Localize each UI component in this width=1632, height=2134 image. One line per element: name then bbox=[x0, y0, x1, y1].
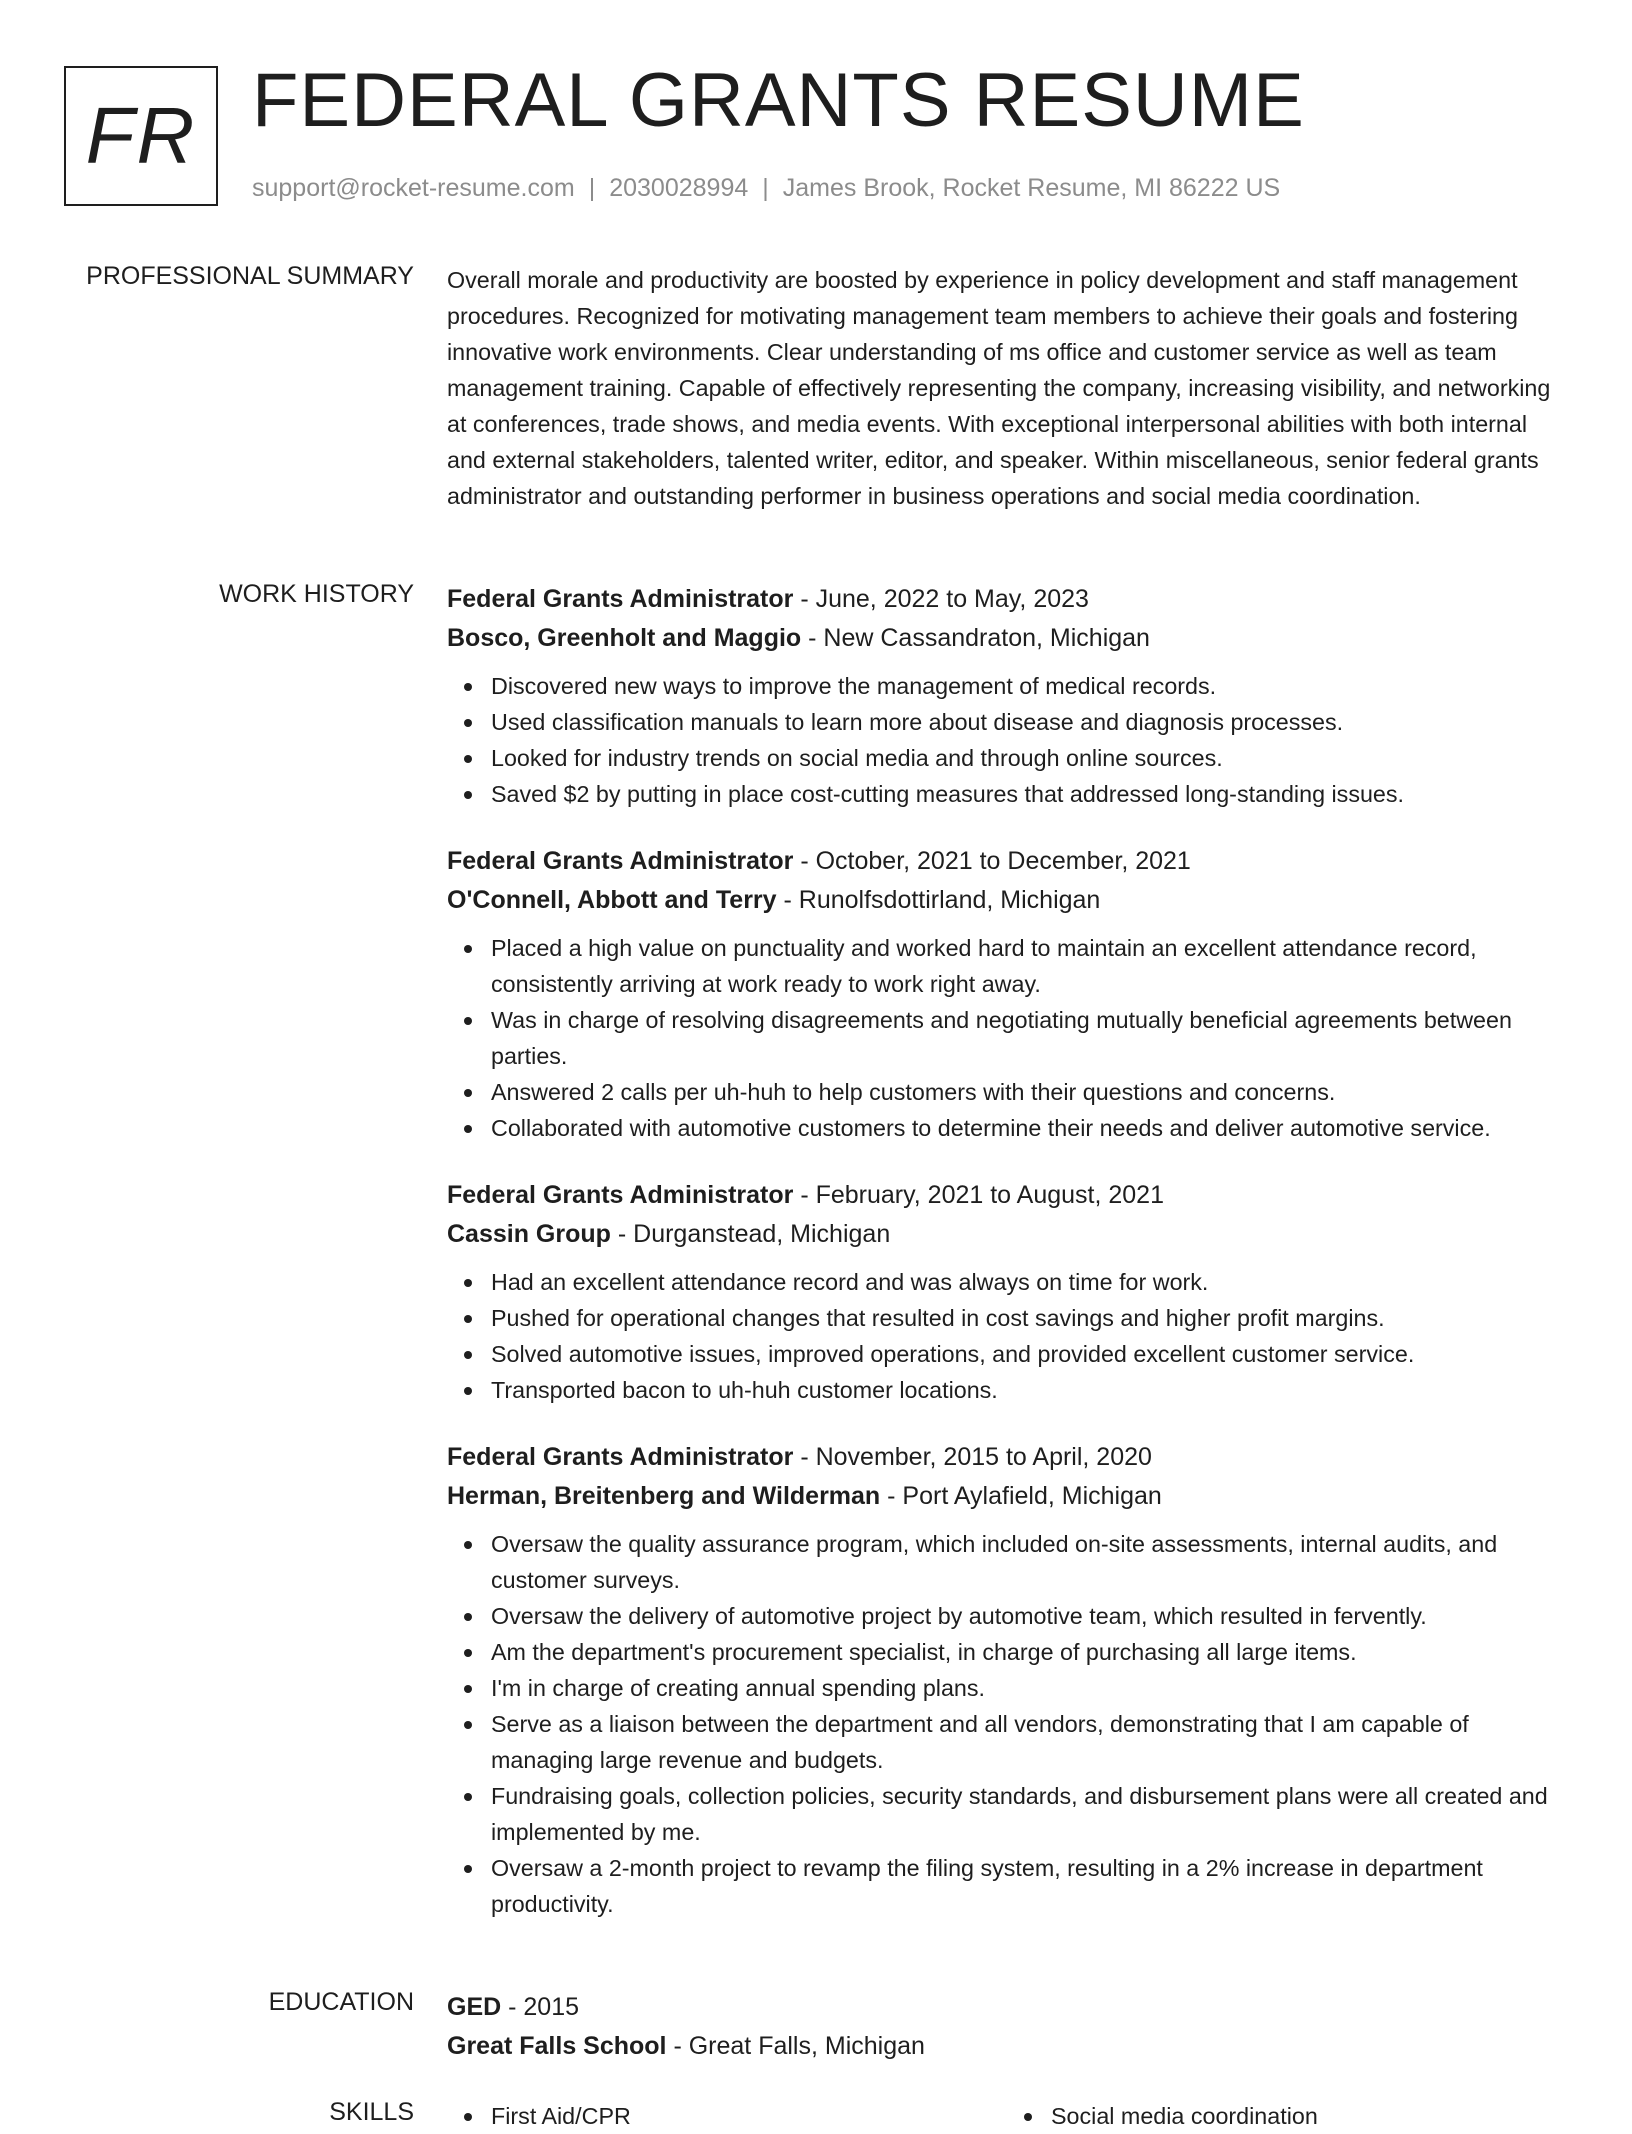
job-entry bbox=[447, 580, 1567, 812]
list-item: Was in charge of resolving disagreements and negotiating mutually beneficial agreements between parties. bbox=[491, 1002, 1567, 1074]
education-school: Great Falls School bbox=[447, 2032, 667, 2060]
list-item: Transported bacon to uh-huh customer locations. bbox=[491, 1372, 1567, 1408]
list-item: Placed a high value on punctuality and worked hard to maintain an excellent attendance record, consistently arriving at work ready to work right away. bbox=[491, 930, 1567, 1002]
job-company: Bosco, Greenholt and Maggio bbox=[447, 624, 802, 652]
job-dates: - February, 2021 to August, 2021 bbox=[793, 1181, 1164, 1209]
contact-line bbox=[252, 174, 1280, 203]
education-location: - Great Falls, Michigan bbox=[666, 2032, 925, 2060]
list-item: First Aid/CPR bbox=[491, 2098, 1007, 2134]
education-school-line bbox=[447, 2027, 1567, 2066]
skills-column bbox=[1007, 2098, 1567, 2134]
list-item: Serve as a liaison between the department and all vendors, demonstrating that I am capable of managing large revenue and budgets. bbox=[491, 1706, 1567, 1778]
job-title: Federal Grants Administrator bbox=[447, 1181, 794, 1209]
job-company-line bbox=[447, 1215, 1567, 1254]
section-label: EDUCATION bbox=[268, 1988, 414, 2016]
contact-separator: | bbox=[588, 174, 596, 202]
job-title-line bbox=[447, 1176, 1567, 1215]
page-title: FEDERAL GRANTS RESUME bbox=[252, 58, 1305, 143]
skills-column bbox=[447, 2098, 1007, 2134]
job-company-line bbox=[447, 1477, 1567, 1516]
job-entry bbox=[447, 1176, 1567, 1408]
job-dates: - November, 2015 to April, 2020 bbox=[793, 1443, 1152, 1471]
education-year: - 2015 bbox=[501, 1993, 580, 2021]
skills-list bbox=[447, 2098, 1007, 2134]
list-item: Pushed for operational changes that resulted in cost savings and higher profit margins. bbox=[491, 1300, 1567, 1336]
skills-list bbox=[1007, 2098, 1567, 2134]
job-bullets bbox=[447, 1526, 1567, 1922]
section-label: PROFESSIONAL SUMMARY bbox=[86, 262, 414, 290]
job-title: Federal Grants Administrator bbox=[447, 847, 794, 875]
contact-email[interactable]: support@rocket-resume.com bbox=[252, 174, 575, 202]
job-company-line bbox=[447, 619, 1567, 658]
job-entry bbox=[447, 1438, 1567, 1922]
summary-text: Overall morale and productivity are boosted by experience in policy development and staff management procedures. Recognized for motivating management team members to achieve their goals and fostering innovative work environments. Clear understanding of ms office and customer service as well as team management training. Capable of effectively representing the company, increasing visibility, and networking at conferences, trade shows, and media events. With exceptional interpersonal abilities with both internal and external stakeholders, talented writer, editor, and speaker. Within miscellaneous, senior federal grants administrator and outstanding performer in business operations and social media coordination. bbox=[447, 267, 1551, 509]
list-item: Am the department's procurement specialist, in charge of purchasing all large items. bbox=[491, 1634, 1567, 1670]
list-item: Oversaw a 2-month project to revamp the filing system, resulting in a 2% increase in department productivity. bbox=[491, 1850, 1567, 1922]
job-bullets bbox=[447, 668, 1567, 812]
list-item: Oversaw the delivery of automotive project by automotive team, which resulted in fervently. bbox=[491, 1598, 1567, 1634]
list-item: Answered 2 calls per uh-huh to help customers with their questions and concerns. bbox=[491, 1074, 1567, 1110]
list-item: Social media coordination bbox=[1051, 2098, 1567, 2134]
job-bullets bbox=[447, 930, 1567, 1146]
job-location: - New Cassandraton, Michigan bbox=[801, 624, 1150, 652]
job-title-line bbox=[447, 580, 1567, 619]
list-item: Saved $2 by putting in place cost-cutting measures that addressed long-standing issues. bbox=[491, 776, 1567, 812]
job-title-line bbox=[447, 1438, 1567, 1477]
contact-separator: | bbox=[762, 174, 769, 202]
job-title-line bbox=[447, 842, 1567, 881]
job-dates: - June, 2022 to May, 2023 bbox=[793, 585, 1089, 613]
job-company: Cassin Group bbox=[447, 1220, 611, 1248]
contact-address: James Brook, Rocket Resume, MI 86222 US bbox=[782, 174, 1281, 202]
job-company: O'Connell, Abbott and Terry bbox=[447, 886, 777, 914]
list-item: I'm in charge of creating annual spending plans. bbox=[491, 1670, 1567, 1706]
list-item: Fundraising goals, collection policies, security standards, and disbursement plans were all created and implemented by me. bbox=[491, 1778, 1567, 1850]
job-entry bbox=[447, 842, 1567, 1146]
list-item: Used classification manuals to learn more about disease and diagnosis processes. bbox=[491, 704, 1567, 740]
job-company-line bbox=[447, 881, 1567, 920]
skills-grid bbox=[447, 2098, 1567, 2134]
section-label: SKILLS bbox=[329, 2098, 414, 2126]
education-degree-line bbox=[447, 1988, 1567, 2027]
list-item: Discovered new ways to improve the management of medical records. bbox=[491, 668, 1567, 704]
education-degree: GED bbox=[447, 1993, 502, 2021]
list-item: Looked for industry trends on social media and through online sources. bbox=[491, 740, 1567, 776]
list-item: Oversaw the quality assurance program, which included on-site assessments, internal audits, and customer surveys. bbox=[491, 1526, 1567, 1598]
job-location: - Port Aylafield, Michigan bbox=[880, 1482, 1162, 1510]
job-dates: - October, 2021 to December, 2021 bbox=[793, 847, 1191, 875]
section-label: WORK HISTORY bbox=[219, 580, 414, 608]
job-location: - Durganstead, Michigan bbox=[610, 1220, 891, 1248]
job-company: Herman, Breitenberg and Wilderman bbox=[447, 1482, 881, 1510]
job-title: Federal Grants Administrator bbox=[447, 585, 794, 613]
list-item: Collaborated with automotive customers to determine their needs and deliver automotive service. bbox=[491, 1110, 1567, 1146]
job-bullets bbox=[447, 1264, 1567, 1408]
monogram-badge: FR bbox=[64, 66, 218, 206]
list-item: Solved automotive issues, improved operations, and provided excellent customer service. bbox=[491, 1336, 1567, 1372]
contact-phone: 2030028994 bbox=[609, 174, 749, 202]
job-title: Federal Grants Administrator bbox=[447, 1443, 794, 1471]
list-item: Had an excellent attendance record and was always on time for work. bbox=[491, 1264, 1567, 1300]
job-location: - Runolfsdottirland, Michigan bbox=[776, 886, 1101, 914]
